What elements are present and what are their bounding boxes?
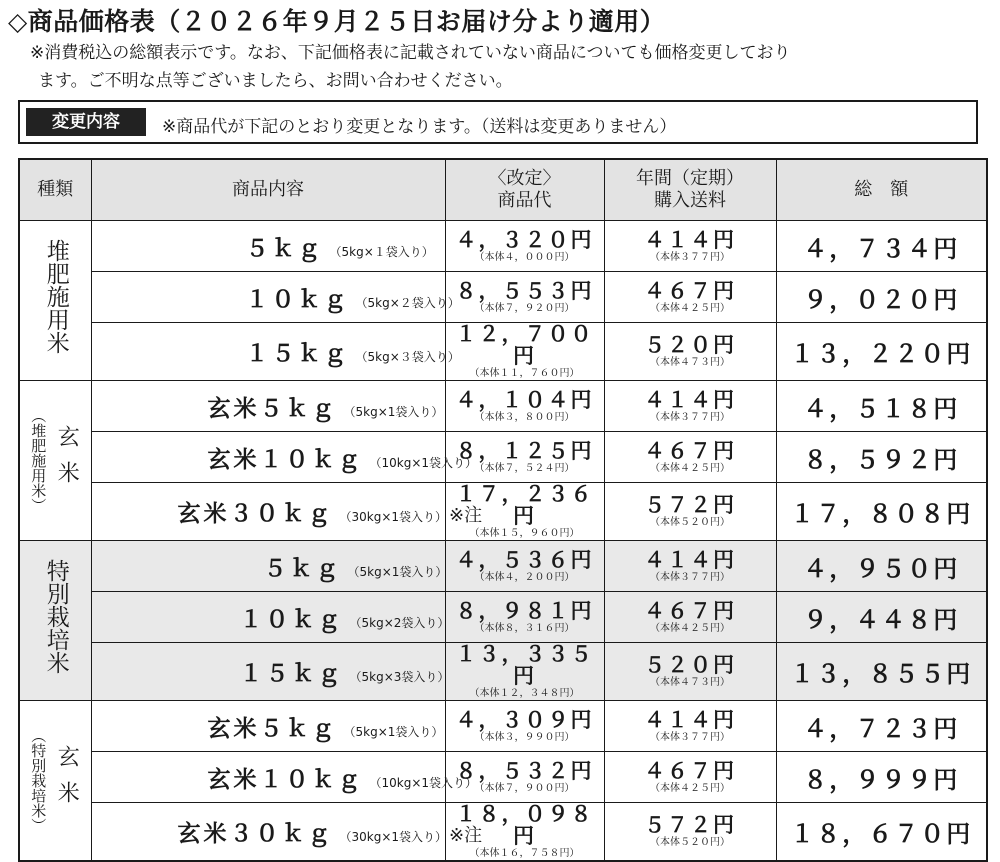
- product-pack: （5kg×１袋入り）: [329, 244, 434, 259]
- category-cell: [19, 221, 91, 381]
- category-sublabel: （堆肥施用米）: [29, 408, 48, 513]
- total-cell: [776, 752, 987, 803]
- product-cell: [91, 483, 483, 541]
- price-base: （本体１６，７５８円）: [469, 848, 580, 859]
- product-cell: [91, 323, 460, 381]
- shipping-base: （本体３７７円）: [650, 731, 730, 743]
- change-tag: 変更内容: [26, 108, 146, 136]
- shipping-value: ４６７円: [644, 438, 736, 463]
- category-cell: [19, 701, 91, 862]
- shipping-value: ５７２円: [644, 493, 736, 517]
- header-shipping-line2: 購入送料: [654, 190, 726, 211]
- table-row: [19, 752, 987, 803]
- shipping-base: （本体３７７円）: [650, 571, 730, 583]
- page-title: ◇商品価格表（２０２６年９月２５日お届け分より適用）: [8, 7, 666, 36]
- price-value: １８，０９８円: [455, 802, 594, 848]
- category-label: 堆肥施用米: [42, 238, 69, 354]
- product-pack: （5kg×２袋入り）: [355, 295, 460, 310]
- product-cell: [91, 541, 448, 592]
- product-name: 玄米５ｋｇ: [207, 395, 338, 422]
- shipping-base: （本体５２０円）: [650, 517, 730, 528]
- price-base: （本体４，０００円）: [474, 251, 575, 263]
- price-cell: [445, 323, 604, 381]
- price-base: （本体１１，７６０円）: [469, 368, 580, 379]
- price-value: ８，１２５円: [455, 438, 594, 463]
- price-value: ４，３２０円: [455, 227, 594, 252]
- shipping-value: ５７２円: [644, 813, 736, 837]
- shipping-base: （本体４７３円）: [650, 357, 730, 368]
- product-pack: （5kg×1袋入り）: [343, 404, 444, 419]
- total-cell: [776, 643, 987, 701]
- table-row: [19, 643, 987, 701]
- price-base: （本体７，９２０円）: [474, 302, 575, 314]
- table-row: [19, 221, 987, 272]
- shipping-base: （本体４２５円）: [650, 782, 730, 794]
- price-base: （本体１５，９６０円）: [469, 528, 580, 539]
- shipping-base: （本体４２５円）: [650, 622, 730, 634]
- category-label: 玄米: [54, 424, 80, 497]
- product-name: 玄米５ｋｇ: [207, 715, 338, 742]
- product-note: ※注: [449, 505, 483, 526]
- price-value: ８，５５３円: [455, 278, 594, 303]
- category-label: 特別栽培米: [42, 558, 69, 674]
- shipping-value: ４１４円: [644, 387, 736, 412]
- total-cell: [776, 541, 987, 592]
- product-cell: [91, 701, 445, 752]
- product-pack: （5kg×1袋入り）: [343, 724, 444, 739]
- table-row: [19, 541, 987, 592]
- product-cell: [91, 752, 478, 803]
- shipping-cell: [604, 701, 776, 752]
- total-cell: [776, 592, 987, 643]
- total-cell: [776, 483, 987, 541]
- shipping-base: （本体３７７円）: [650, 411, 730, 423]
- tax-note-line-1: ※消費税込の総額表示です。なお、下記価格表に記載されていない商品についても価格変更しており: [30, 43, 791, 63]
- shipping-cell: [604, 221, 776, 272]
- product-pack: （30kg×1袋入り）: [339, 510, 448, 524]
- product-cell: [91, 803, 483, 862]
- shipping-cell: [604, 272, 776, 323]
- change-notice: [18, 100, 978, 144]
- product-cell: [91, 381, 445, 432]
- header-price-line2: 商品代: [497, 190, 552, 211]
- total-cell: [776, 381, 987, 432]
- shipping-cell: [604, 323, 776, 381]
- total-value: ４，９５０円: [803, 554, 960, 583]
- table-row: [19, 483, 987, 541]
- shipping-cell: [604, 432, 776, 483]
- price-cell: [445, 541, 604, 592]
- product-name: 玄米３０ｋｇ: [177, 821, 334, 847]
- price-cell: [445, 381, 604, 432]
- total-cell: [776, 272, 987, 323]
- product-note: ※注: [449, 825, 483, 846]
- product-pack: （5kg×1袋入り）: [347, 564, 448, 579]
- shipping-base: （本体４２５円）: [650, 302, 730, 314]
- product-pack: （5kg×3袋入り）: [349, 670, 450, 684]
- total-value: ８，５９２円: [803, 445, 960, 474]
- product-pack: （10kg×1袋入り）: [369, 775, 478, 790]
- product-cell: [91, 643, 450, 701]
- category-cell: [19, 541, 91, 701]
- product-name: １０ｋｇ: [239, 606, 344, 633]
- product-cell: [91, 221, 445, 272]
- product-cell: [91, 272, 460, 323]
- price-cell: [445, 701, 604, 752]
- header-type: 種類: [19, 159, 91, 221]
- table-header-row: [19, 159, 987, 221]
- table-row: [19, 803, 987, 862]
- price-base: （本体３，８００円）: [474, 411, 575, 423]
- header-total: 総 額: [776, 159, 987, 221]
- product-name: 玄米１０ｋｇ: [207, 446, 364, 473]
- product-name: ５ｋｇ: [263, 555, 342, 582]
- shipping-base: （本体３７７円）: [650, 251, 730, 263]
- total-cell: [776, 701, 987, 752]
- shipping-value: ４６７円: [644, 598, 736, 623]
- product-name: 玄米１０ｋｇ: [207, 766, 364, 793]
- shipping-value: ４１４円: [644, 707, 736, 732]
- total-cell: [776, 432, 987, 483]
- product-cell: [91, 592, 450, 643]
- price-value: １３，３３５円: [455, 642, 594, 688]
- total-value: ９，０２０円: [803, 285, 960, 314]
- shipping-cell: [604, 752, 776, 803]
- header-price: [445, 159, 604, 221]
- header-shipping-line1: 年間（定期）: [636, 168, 744, 189]
- price-cell: [445, 643, 604, 701]
- total-cell: [776, 221, 987, 272]
- price-value: ４，３０９円: [455, 707, 594, 732]
- change-text: ※商品代が下記のとおり変更となります。（送料は変更ありません）: [162, 117, 677, 137]
- price-value: １７，２３６円: [455, 482, 594, 528]
- header-product: 商品内容: [91, 159, 445, 221]
- shipping-cell: [604, 643, 776, 701]
- shipping-base: （本体４２５円）: [650, 462, 730, 474]
- total-cell: [776, 323, 987, 381]
- price-base: （本体１２，３４８円）: [469, 688, 580, 699]
- product-name: １５ｋｇ: [245, 341, 350, 367]
- total-value: ４，７３４円: [803, 234, 960, 263]
- price-value: ４，５３６円: [455, 547, 594, 572]
- shipping-base: （本体４７３円）: [650, 677, 730, 688]
- shipping-cell: [604, 541, 776, 592]
- total-value: ９，４４８円: [803, 605, 960, 634]
- shipping-value: ４１４円: [644, 547, 736, 572]
- product-pack: （10kg×1袋入り）: [369, 455, 478, 470]
- price-cell: [445, 272, 604, 323]
- price-base: （本体３，９９０円）: [474, 731, 575, 743]
- shipping-cell: [604, 803, 776, 862]
- total-value: ４，５１８円: [803, 394, 960, 423]
- header-price-line1: 〈改定〉: [488, 168, 561, 189]
- total-cell: [776, 803, 987, 862]
- product-cell: [91, 432, 478, 483]
- product-name: １５ｋｇ: [239, 661, 344, 687]
- product-pack: （5kg×３袋入り）: [355, 350, 460, 364]
- shipping-value: ４１４円: [644, 227, 736, 252]
- price-value: ８，９８１円: [455, 598, 594, 623]
- total-value: １３，８５５円: [790, 660, 973, 688]
- shipping-cell: [604, 592, 776, 643]
- total-value: ４，７２３円: [803, 714, 960, 743]
- product-pack: （30kg×1袋入り）: [339, 830, 448, 844]
- price-base: （本体８，３１６円）: [474, 622, 575, 634]
- category-sublabel: （特別栽培米）: [29, 728, 48, 833]
- table-row: [19, 381, 987, 432]
- table-row: [19, 592, 987, 643]
- price-base: （本体７，５２４円）: [474, 462, 575, 474]
- shipping-value: ４６７円: [644, 278, 736, 303]
- price-cell: [445, 221, 604, 272]
- table-row: [19, 432, 987, 483]
- shipping-value: ５２０円: [644, 333, 736, 357]
- total-value: ８，９９９円: [803, 765, 960, 794]
- total-value: １３，２２０円: [790, 340, 973, 368]
- shipping-base: （本体５２０円）: [650, 837, 730, 848]
- product-name: 玄米３０ｋｇ: [177, 501, 334, 527]
- category-label: 玄米: [54, 744, 80, 817]
- table-row: [19, 272, 987, 323]
- price-table: [18, 158, 988, 862]
- shipping-cell: [604, 381, 776, 432]
- shipping-value: ４６７円: [644, 758, 736, 783]
- table-row: [19, 701, 987, 752]
- shipping-value: ５２０円: [644, 653, 736, 677]
- price-value: １２，７００円: [455, 322, 594, 368]
- price-value: ４，１０４円: [455, 387, 594, 412]
- price-base: （本体４，２００円）: [474, 571, 575, 583]
- price-cell: [445, 592, 604, 643]
- price-value: ８，５３２円: [455, 758, 594, 783]
- shipping-cell: [604, 483, 776, 541]
- total-value: １７，８０８円: [790, 500, 973, 528]
- category-cell: [19, 381, 91, 541]
- price-base: （本体７，９００円）: [474, 782, 575, 794]
- product-name: １０ｋｇ: [245, 286, 350, 313]
- tax-note-line-2: ます。ご不明な点等ございましたら、お問い合わせください。: [38, 71, 513, 91]
- total-value: １８，６７０円: [790, 820, 973, 848]
- table-row: [19, 323, 987, 381]
- product-pack: （5kg×2袋入り）: [349, 615, 450, 630]
- header-shipping: [604, 159, 776, 221]
- product-name: ５ｋｇ: [245, 235, 324, 262]
